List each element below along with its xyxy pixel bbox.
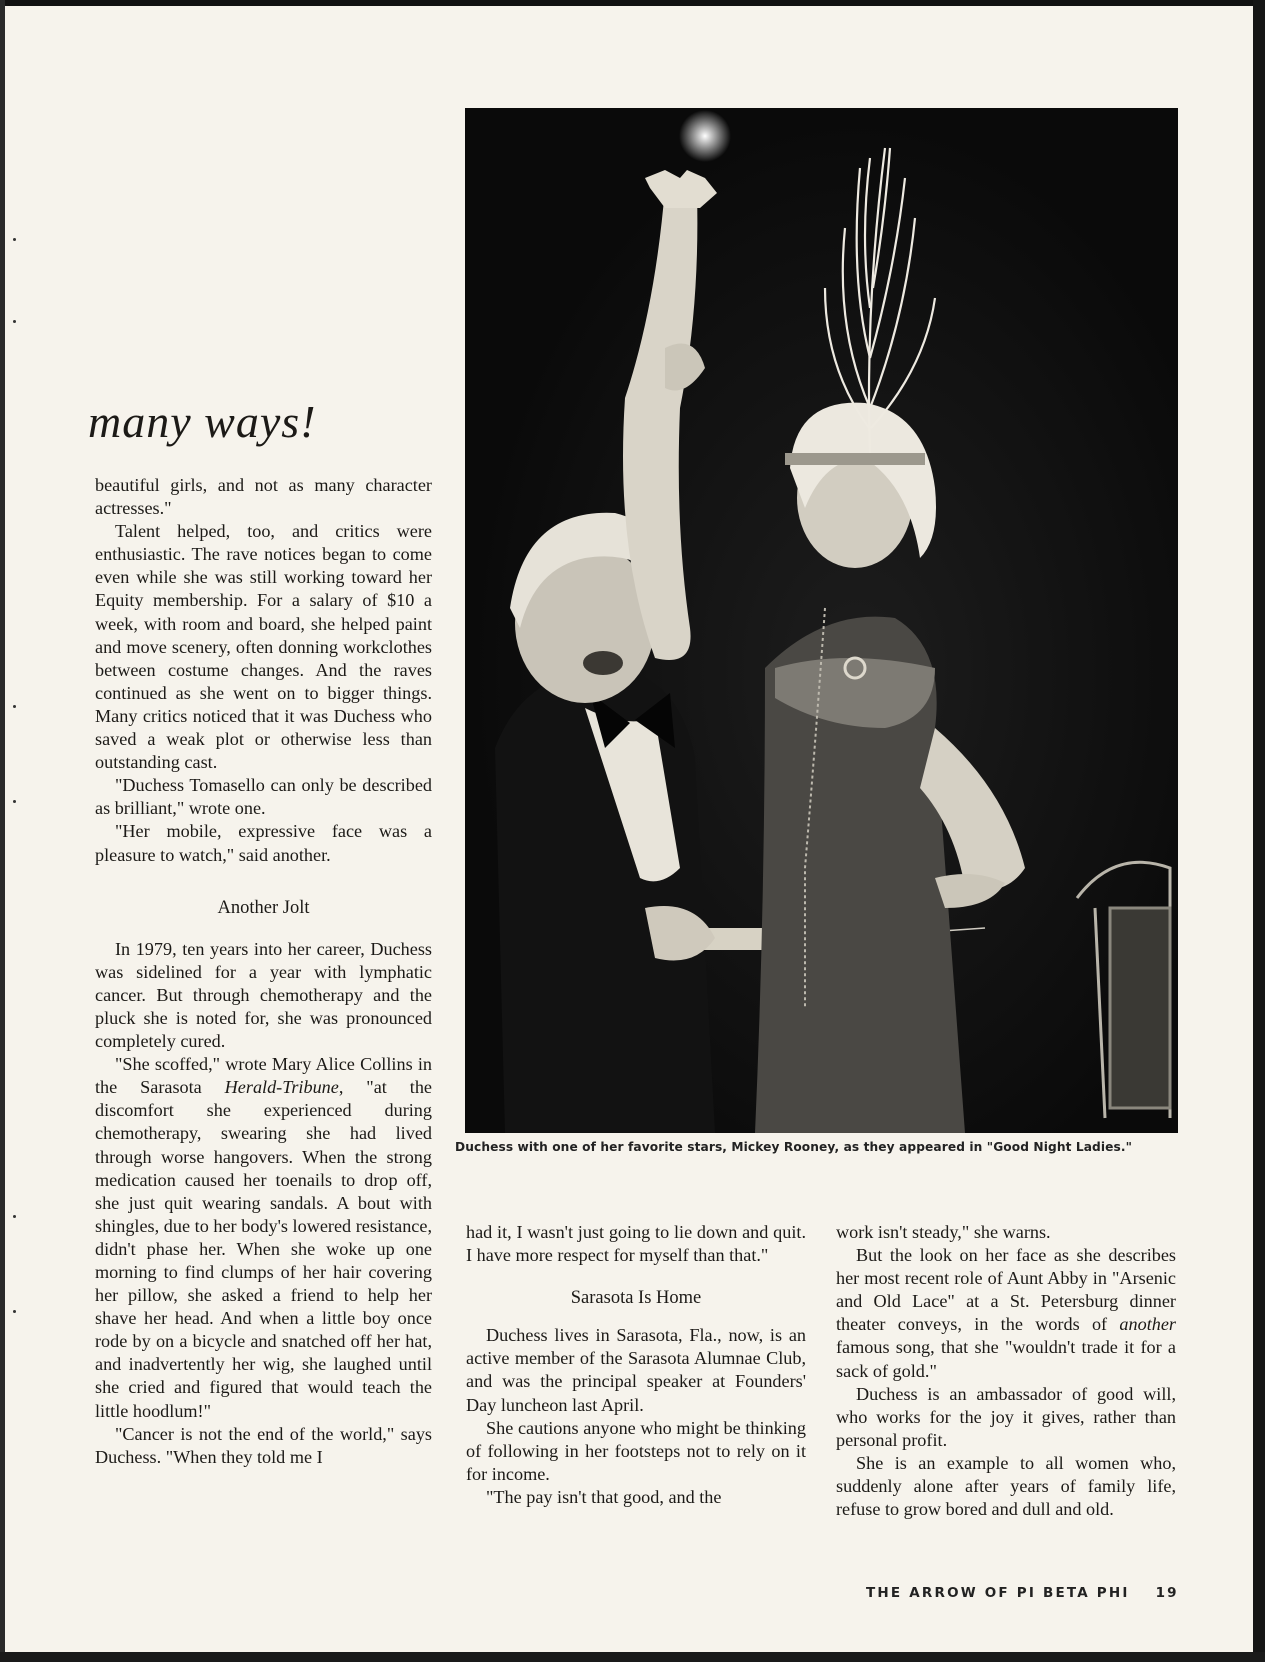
paragraph: Duchess lives in Sarasota, Fla., now, is an active member of the Sarasota Alumnae Club, and was the principal speaker at Founders' Day luncheon last April. [466, 1325, 806, 1415]
paragraph-text: famous song, that she "wouldn't trade it for a sack of gold." [836, 1337, 1176, 1381]
binding-mark [13, 1215, 16, 1218]
subheading-sarasota-is-home: Sarasota Is Home [570, 1288, 702, 1309]
scan-edge-left [0, 0, 5, 1662]
scan-edge-right [1253, 0, 1265, 1662]
newspaper-title: Herald-Tribune [224, 1077, 339, 1098]
binding-mark [13, 800, 16, 803]
scan-edge-top [0, 0, 1265, 6]
text-column-1 [95, 474, 432, 1469]
photo-illustration [465, 108, 1178, 1133]
paragraph [95, 1053, 432, 1423]
page-number: 19 [1155, 1585, 1179, 1601]
stage-light [679, 110, 731, 162]
photo-caption: Duchess with one of her favorite stars, Mickey Rooney, as they appeared in "Good Night Ladies." [455, 1140, 1133, 1154]
binding-mark [13, 705, 16, 708]
scan-edge-bottom [0, 1652, 1265, 1662]
article-heading: many ways! [88, 396, 317, 447]
chair [1077, 862, 1170, 1118]
man-hand-on-arm [665, 344, 705, 391]
paragraph: beautiful girls, and not as many character actresses." [95, 475, 432, 519]
binding-mark [13, 1310, 16, 1313]
paragraph: She cautions anyone who might be thinking of following in her footsteps not to rely on it for income. [466, 1417, 806, 1484]
paragraph: "The pay isn't that good, and the [486, 1486, 722, 1507]
paragraph: "Cancer is not the end of the world," says Duchess. "When they told me I [95, 1423, 432, 1467]
page-footer [866, 1585, 1179, 1601]
text-column-2 [466, 1221, 806, 1509]
paragraph-text: But the look on her face as she describes her most recent role of Aunt Abby in "Arsenic and Old Lace" at a St. Petersburg dinner theater conveys, in the words of [836, 1245, 1176, 1335]
binding-mark [13, 238, 16, 241]
publication-name: THE ARROW OF PI BETA PHI [866, 1585, 1130, 1601]
paragraph: "Her mobile, expressive face was a pleasure to watch," said another. [95, 821, 432, 865]
paragraph-text: , "at the discomfort she experienced during chemotherapy, swearing she had lived through worse hangovers. When the strong medication caused her toenails to drop off, she just quit wearing sandals. A bout with shingles, due to her body's lowered resistance, didn't phase her. When she woke up one morning to find clumps of her hair covering her pillow, she asked a friend to help her shave her head. And when a little boy once rode by on a bicycle and snatched off her hat, and inadvertently her wig, she laughed until she cried and figured that would teach the little hoodlum!" [95, 1077, 432, 1421]
paragraph-text: "She scoffed," wrote Mary Alice Collins in the Sarasota [95, 1054, 432, 1098]
paragraph: had it, I wasn't just going to lie down and quit. I have more respect for myself than that." [466, 1222, 806, 1266]
paragraph: work isn't steady," she warns. [836, 1222, 1051, 1242]
paragraph [836, 1244, 1176, 1383]
woman-hand-on-hip [935, 874, 1005, 908]
paragraph: Duchess is an ambassador of good will, who works for the joy it gives, rather than personal profit. [836, 1383, 1176, 1450]
headband [785, 453, 925, 465]
text-column-3 [836, 1221, 1176, 1521]
stage-photo [465, 108, 1178, 1133]
paragraph: Talent helped, too, and critics were enthusiastic. The rave notices began to come even while she was still working toward her Equity membership. For a salary of $10 a week, with room and board, she helped paint and move scenery, often donning workclothes between costume changes. And the raves continued as she went on to bigger things. Many critics noticed that it was Duchess who saved a weak plot or otherwise less than outstanding cast. [95, 521, 432, 773]
subheading-another-jolt: Another Jolt [217, 897, 310, 918]
woman-hand [645, 170, 717, 208]
paragraph: In 1979, ten years into her career, Duchess was sidelined for a year with lymphatic cancer. But through chemotherapy and the pluck she is noted for, she was pronounced completely cured. [95, 938, 432, 1052]
paragraph: "Duchess Tomasello can only be described as brilliant," wrote one. [95, 775, 432, 819]
binding-mark [13, 320, 16, 323]
paragraph: She is an example to all women who, suddenly alone after years of family life, refuse to grow bored and dull and old. [836, 1452, 1176, 1520]
man-mouth [583, 651, 623, 675]
emphasis: another [1119, 1314, 1176, 1335]
